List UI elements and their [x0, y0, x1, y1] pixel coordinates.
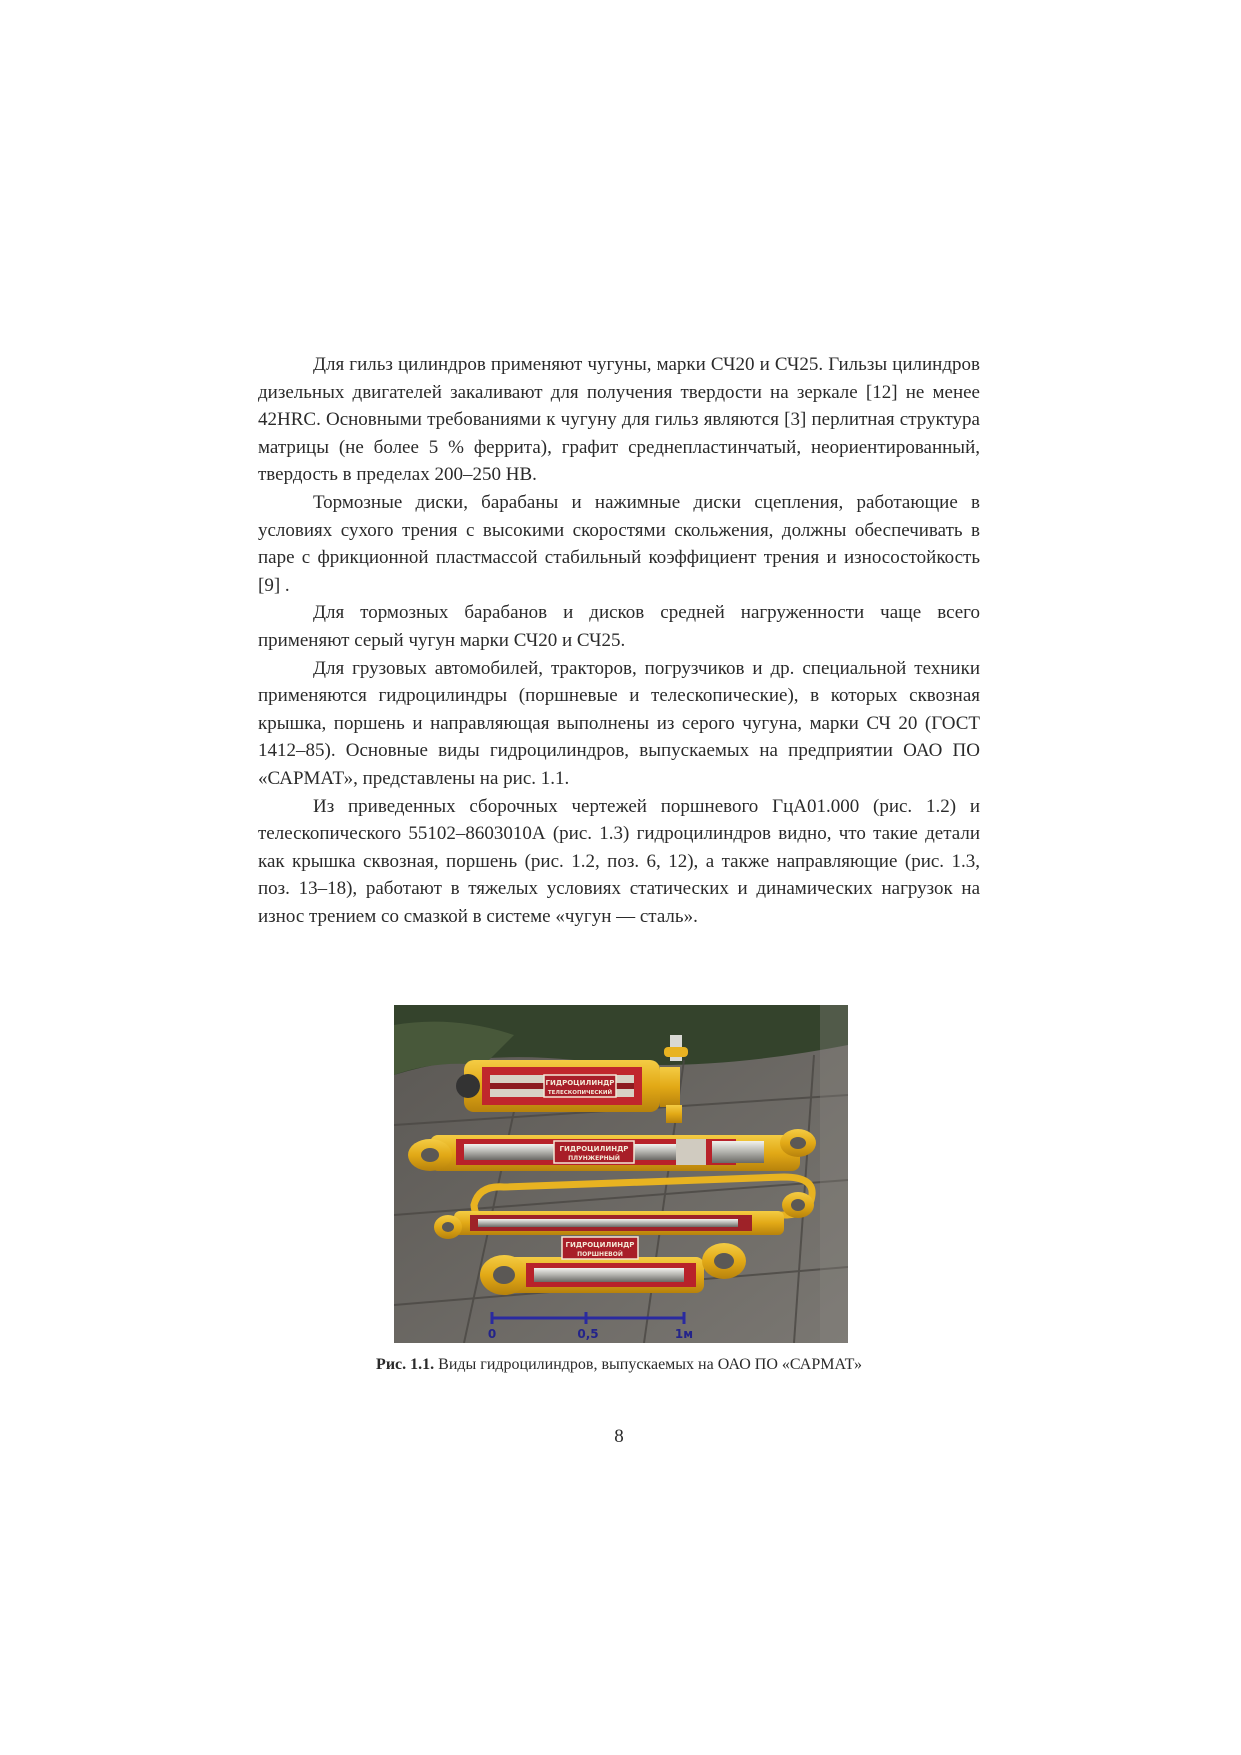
page-number: 8 [614, 1426, 624, 1447]
telescopic-label-line2: ТЕЛЕСКОПИЧЕСКИЙ [547, 1090, 613, 1096]
plunger-label-line2: ПЛУНЖЕРНЫЙ [568, 1155, 620, 1162]
paragraph: Из приведенных сборочных чертежей поршневого ГцА01.000 (рис. 1.2) и телескопического 55102–8603010А (рис. 1.3) гидроцилиндров видно, что такие детали как крышка сквозная, поршень (рис. 1.2, поз. 6, 12), а также направляющие (рис. 1.3, поз. 13–18), работают в тяжелых условиях статических и динамических нагрузок на износ трением со смазкой в системе «чугун — сталь». [258, 795, 980, 927]
body-text [258, 351, 980, 930]
telescopic-label-line1: ГИДРОЦИЛИНДР [545, 1079, 615, 1087]
paragraph: Для грузовых автомобилей, тракторов, погрузчиков и др. специальной техники применяются гидроцилиндры (поршневые и телескопические), в которых сквозная крышка, поршень и направляющая выполнены из серого чугуна, марки СЧ 20 (ГОСТ 1412–85). Основные виды гидроцилиндров, выпускаемых на предприятии ОАО ПО «САРМАТ», представлены на рис. 1.1. [258, 657, 980, 789]
caption-label: Рис. 1.1. [376, 1356, 435, 1373]
figure-caption [258, 1356, 980, 1374]
figure-hydraulic-cylinders-photo [394, 1005, 848, 1343]
caption-text: Виды гидроцилиндров, выпускаемых на ОАО ПО «САРМАТ» [434, 1356, 862, 1373]
scale-tick-half: 0,5 [577, 1327, 599, 1341]
paragraph: Тормозные диски, барабаны и нажимные диски сцепления, работающие в условиях сухого трения с высокими скоростями скольжения, должны обеспечивать в паре с фрикционной пластмассой стабильный коэффициент трения и износостойкость [9] . [258, 491, 980, 596]
cylinders-photo-illustration [394, 1005, 848, 1343]
plunger-label-line1: ГИДРОЦИЛИНДР [559, 1145, 629, 1153]
paragraph: Для гильз цилиндров применяют чугуны, марки СЧ20 и СЧ25. Гильзы цилиндров дизельных двигателей закаливают для получения твердости на зеркале [12] не менее 42HRC. Основными требованиями к чугуну для гильз являются [3] перлитная структура матрицы (не более 5 % феррита), графит среднепластинчатый, неориентированный, твердость в пределах 200–250 HB. [258, 354, 980, 486]
piston-label-line2: ПОРШНЕВОЙ [577, 1251, 623, 1258]
scale-tick-0: 0 [487, 1327, 497, 1341]
paragraph: Для тормозных барабанов и дисков средней нагруженности чаще всего применяют серый чугун марки СЧ20 и СЧ25. [258, 602, 980, 651]
plunger-cylinder [408, 1129, 816, 1171]
piston-label-line1: ГИДРОЦИЛИНДР [565, 1241, 635, 1249]
scale-tick-1m: 1м [674, 1327, 694, 1341]
